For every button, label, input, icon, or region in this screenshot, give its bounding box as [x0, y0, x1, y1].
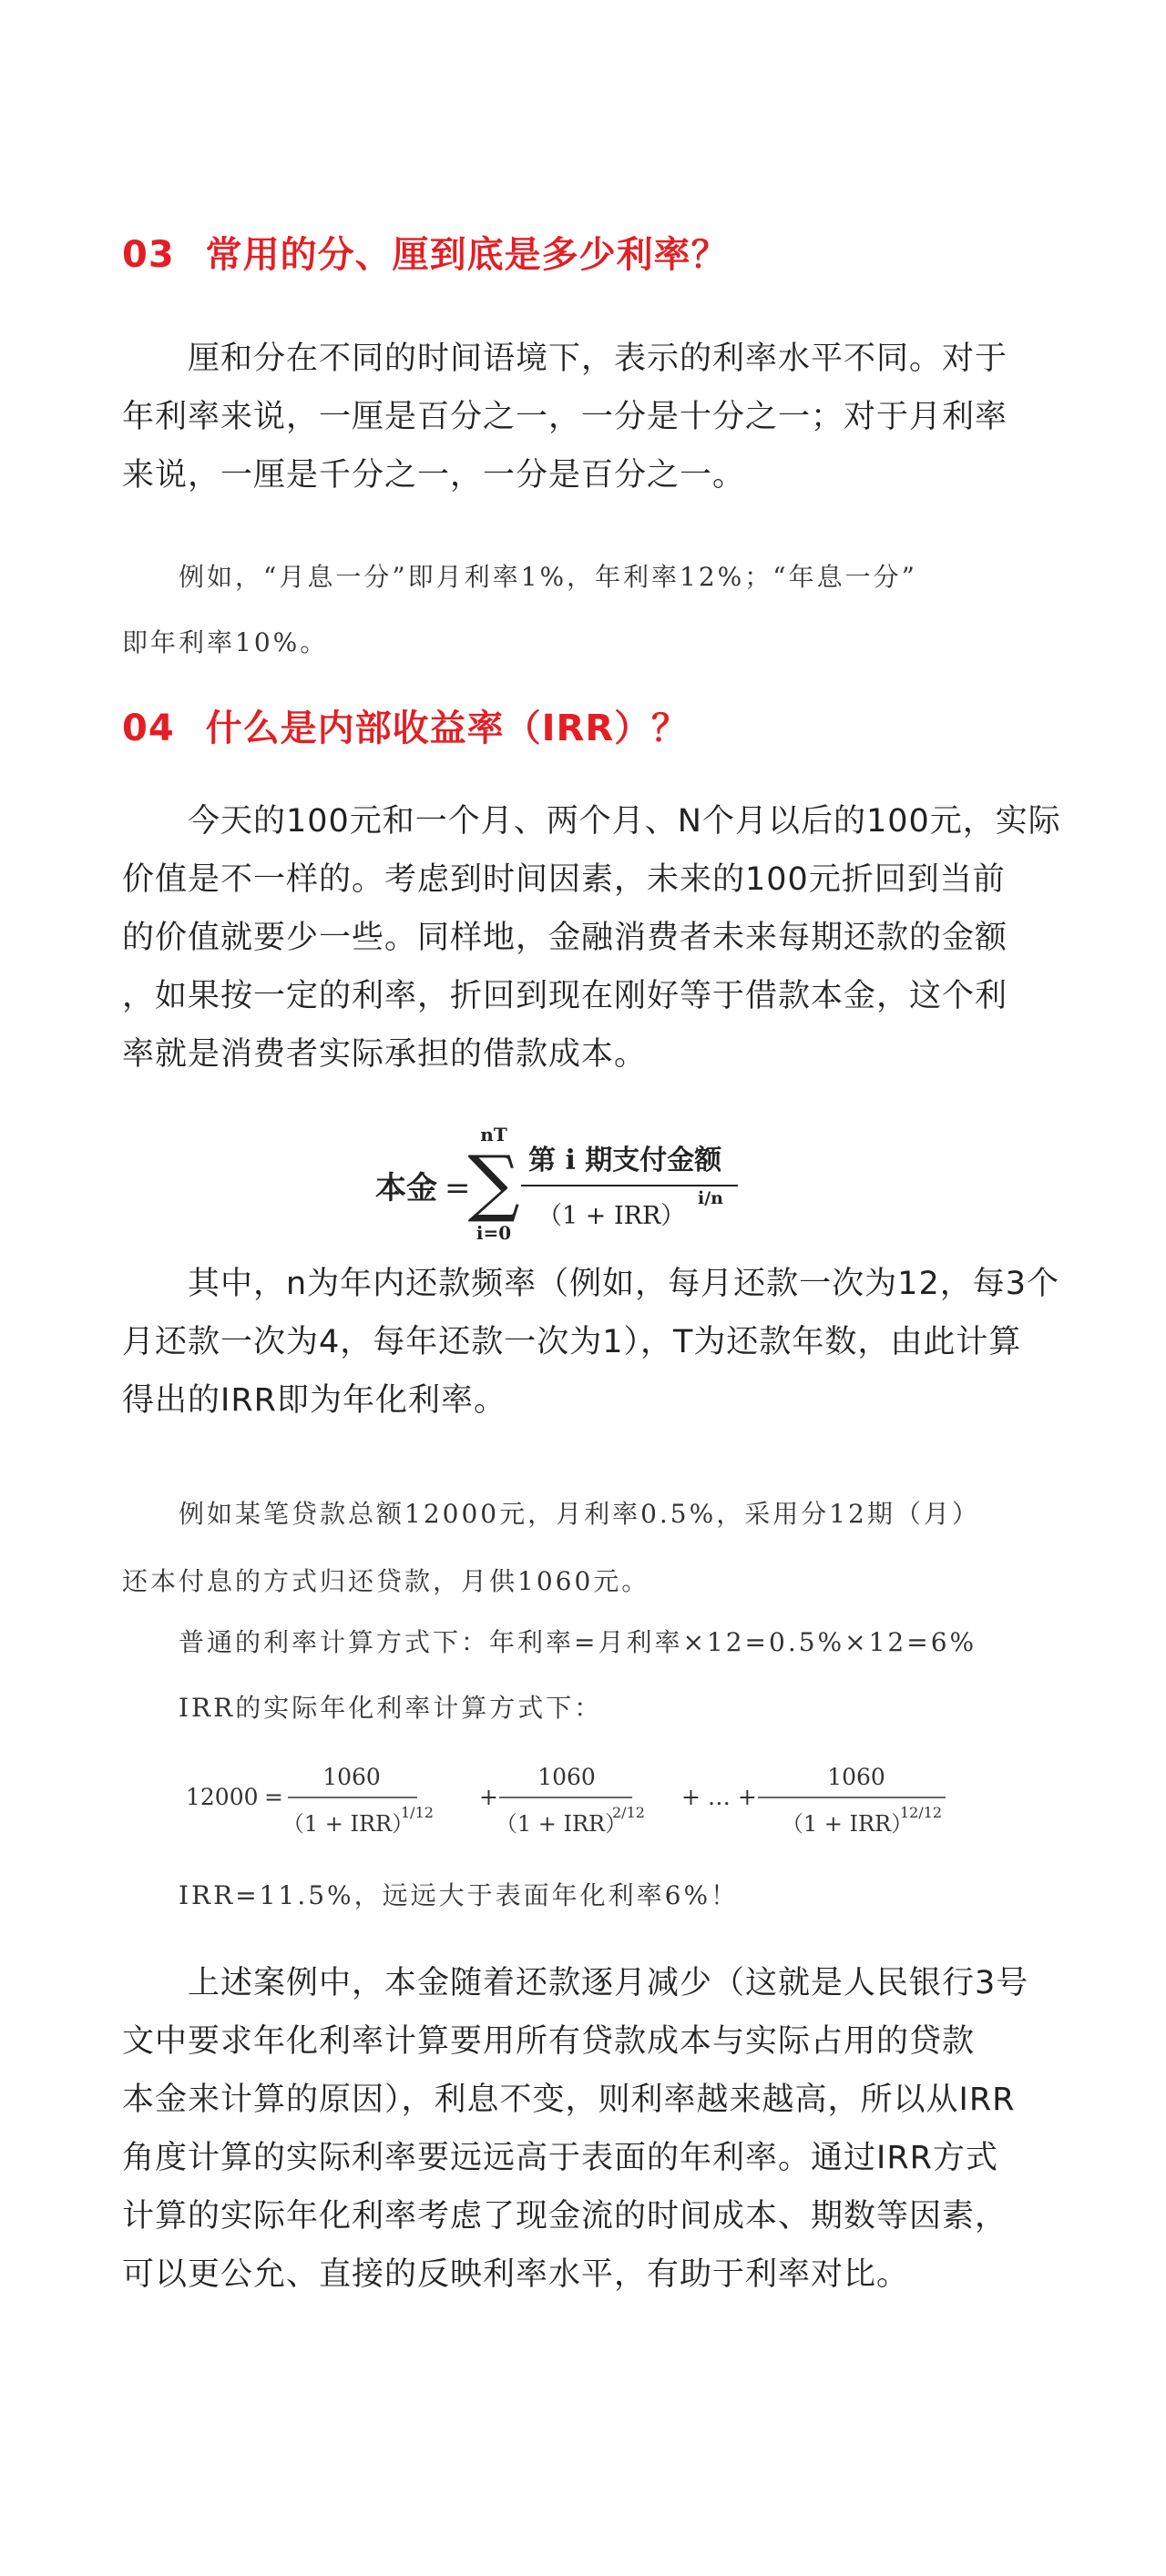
- paragraph-line: 率就是消费者实际承担的借款成本。: [122, 1036, 648, 1073]
- formula-exponent: i/n: [698, 1188, 723, 1208]
- term-exponent: 2/12: [612, 1804, 645, 1821]
- example-term-3: [758, 1764, 946, 1837]
- paragraph-line: 月还款一次为4，每年还款一次为1），T为还款年数，由此计算: [122, 1324, 1022, 1360]
- term-exponent: 12/12: [900, 1804, 943, 1821]
- example-lhs: 12000: [186, 1784, 259, 1810]
- section-4-title: 什么是内部收益率（IRR）？: [205, 708, 690, 749]
- paragraph-line: 的价值就要少一些。同样地，金融消费者未来每期还款的金额: [122, 920, 1008, 956]
- example-line: 例如某笔贷款总额12000元，月利率0.5%，采用分12期（月）: [122, 1499, 980, 1529]
- paragraph-line: 角度计算的实际利率要远远高于表面的年利率。通过IRR方式: [122, 2140, 998, 2176]
- irr-definition-formula: [364, 1120, 765, 1247]
- formula-explanation: [122, 1255, 1060, 1430]
- sigma-symbol: ∑: [467, 1140, 520, 1225]
- paragraph-line: 计算的实际年化利率考虑了现金流的时间成本、期数等因素，: [122, 2198, 1008, 2235]
- term-denominator: （1 + IRR）: [781, 1811, 914, 1837]
- example-term-2: [496, 1764, 757, 1837]
- paragraph-line: 可以更公允、直接的反映利率水平，有助于利率对比。: [122, 2256, 910, 2293]
- section-3-paragraph: [122, 330, 1060, 504]
- section-3-title: 常用的分、厘到底是多少利率？: [205, 234, 729, 276]
- conclusion-paragraph: [122, 1954, 1060, 2304]
- example-line: 例如，“月息一分”即月利率1%，年利率12%；“年息一分”: [122, 562, 917, 592]
- term-denominator: （1 + IRR）: [495, 1811, 628, 1837]
- paragraph-line: 上述案例中，本金随着还款逐月减少（这就是人民银行3号: [122, 1965, 1029, 2001]
- formula-denominator: （1 + IRR）: [537, 1202, 686, 1230]
- irr-result: IRR=11.5%，远远大于表面年化利率6%！: [122, 1880, 740, 1910]
- paragraph-line: 其中，n为年内还款频率（例如，每月还款一次为12，每3个: [122, 1266, 1059, 1302]
- sigma-upper: nT: [480, 1124, 507, 1145]
- irr-example-formula: [179, 1748, 980, 1848]
- example-line: 即年利率10%。: [122, 627, 329, 657]
- normal-rate-calculation: 普通的利率计算方式下：年利率=月利率×12=0.5%×12=6%: [122, 1627, 977, 1657]
- section-3-heading: [122, 226, 729, 278]
- term-numerator: 1060: [537, 1764, 596, 1790]
- section-4-paragraph: [122, 792, 1060, 1084]
- irr-calculation-label: IRR的实际年化利率计算方式下：: [122, 1693, 603, 1723]
- term-denominator: （1 + IRR）: [281, 1811, 414, 1837]
- term-numerator: 1060: [322, 1764, 381, 1790]
- section-4-heading: [122, 699, 689, 751]
- example-equals: =: [264, 1784, 283, 1810]
- loan-example: [122, 1481, 1060, 1615]
- paragraph-line: 年利率来说，一厘是百分之一，一分是十分之一；对于月利率: [122, 399, 1008, 435]
- section-3-example: [122, 545, 1060, 676]
- section-4-number: 04: [122, 708, 175, 749]
- paragraph-line: 本金来计算的原因），利息不变，则利率越来越高，所以从IRR: [122, 2082, 1016, 2118]
- example-term-1: [282, 1764, 498, 1837]
- term-operator: +: [479, 1784, 498, 1810]
- paragraph-line: ，如果按一定的利率，折回到现在刚好等于借款本金，这个利: [122, 978, 1008, 1014]
- section-3-number: 03: [122, 234, 175, 276]
- term-exponent: 1/12: [401, 1804, 434, 1821]
- term-operator: + … +: [681, 1784, 757, 1810]
- formula-equals: =: [445, 1170, 471, 1207]
- sigma-lower: i=0: [476, 1222, 512, 1244]
- paragraph-line: 价值是不一样的。考虑到时间因素，未来的100元折回到当前: [122, 861, 1006, 898]
- paragraph-line: 今天的100元和一个月、两个月、N个月以后的100元，实际: [122, 803, 1061, 840]
- formula-numerator: 第 i 期支付金额: [528, 1145, 722, 1176]
- formula-lhs: 本金: [375, 1170, 437, 1207]
- paragraph-line: 厘和分在不同的时间语境下，表示的利率水平不同。对于: [122, 341, 1008, 377]
- term-numerator: 1060: [827, 1764, 885, 1790]
- example-line: 还本付息的方式归还贷款，月供1060元。: [122, 1566, 650, 1596]
- paragraph-line: 得出的IRR即为年化利率。: [122, 1382, 506, 1419]
- paragraph-line: 文中要求年化利率计算要用所有贷款成本与实际占用的贷款: [122, 2023, 976, 2060]
- paragraph-line: 来说，一厘是千分之一，一分是百分之一。: [122, 457, 746, 494]
